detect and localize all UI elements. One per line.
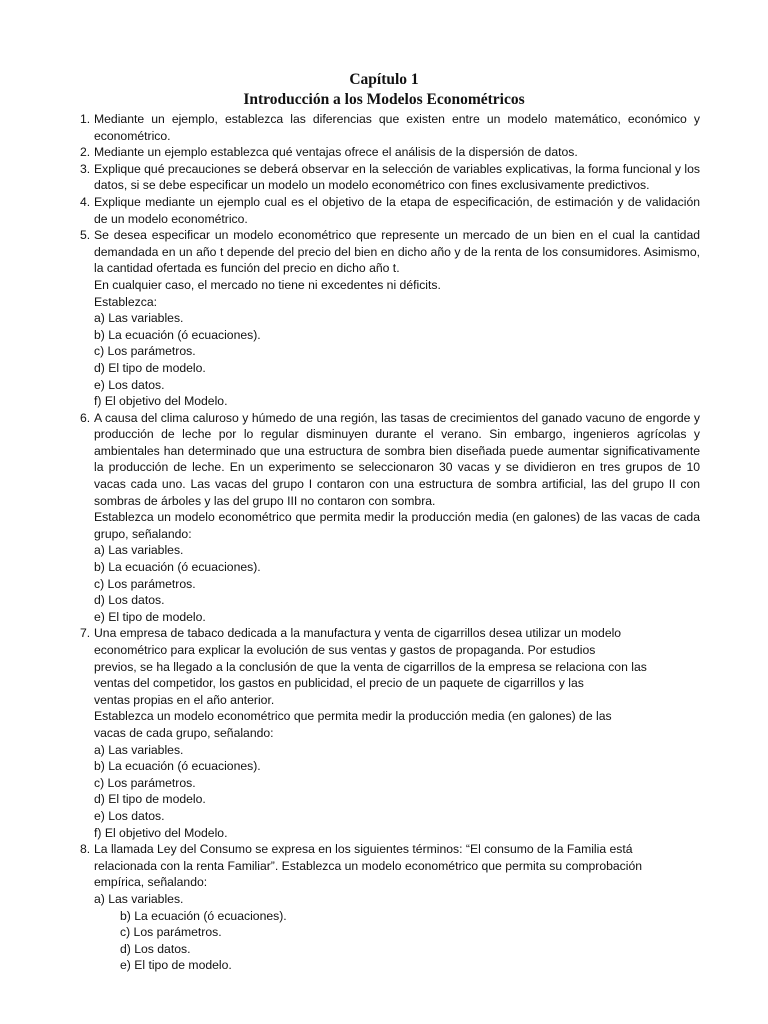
question-number: 1. — [80, 112, 91, 126]
sub-item: a) Las variables. — [94, 742, 184, 757]
sub-item: a) Las variables. — [94, 311, 184, 326]
question-number: 8. — [80, 842, 91, 857]
question-number: 4. — [80, 194, 91, 209]
question-5 — [80, 227, 700, 410]
question-line: Establezca un modelo econométrico que permita medir la producción media (en galones) de las — [94, 709, 612, 724]
sub-item: d) El tipo de modelo. — [94, 360, 206, 375]
sub-item: c) Los parámetros. — [94, 576, 196, 591]
sub-item: f) El objetivo del Modelo. — [94, 825, 228, 840]
question-line: ventas del competidor, los gastos en publicidad, el precio de un paquete de cigarrillos y las — [94, 676, 584, 691]
question-lead: Establezca: — [94, 294, 158, 309]
question-text: Explique qué precauciones se deberá observar en la selección de variables explicativas, la forma funcional y los datos, si se debe especificar un modelo un modelo econométrico con fines exclusivamente predictivos. — [94, 161, 700, 193]
question-line: La llamada Ley del Consumo se expresa en los siguientes términos: “El consumo de la Familia está — [94, 842, 633, 857]
question-line: empírica, señalando: — [94, 875, 208, 890]
question-number: 3. — [80, 161, 91, 176]
sub-item: c) Los parámetros. — [120, 925, 222, 940]
sub-item: f) El objetivo del Modelo. — [94, 394, 228, 409]
question-line: relacionada con la renta Familiar”. Establezca un modelo econométrico que permita su comprobación — [94, 858, 643, 873]
question-line: econométrico para explicar la evolución de sus ventas y gastos de propaganda. Por estudios — [94, 643, 596, 657]
question-text: Mediante un ejemplo, establezca las diferencias que existen entre un modelo matemático, económico y econométrico. — [94, 112, 700, 143]
sub-item: b) La ecuación (ó ecuaciones). — [94, 327, 261, 342]
question-4 — [80, 194, 700, 227]
sub-item: d) El tipo de modelo. — [94, 792, 206, 807]
question-6 — [80, 410, 700, 626]
chapter-label: Capítulo 1 — [349, 71, 419, 88]
question-text: A causa del clima caluroso y húmedo de una región, las tasas de crecimientos del ganado vacuno de engorde y producción de leche por lo regular disminuyen durante el verano. Sin embargo, ingenieros agrícolas y ambientales han determinado que una estructura de sombra bien diseñada puede aumentar significativamente la producción de leche. En un experimento se seleccionaron 30 vacas y se dividieron en tres grupos de 10 vacas cada uno. Las vacas del grupo I contaron con una estructura de sombra artificial, las del grupo II con sombras de árboles y las del grupo III no contaron con sombra. — [94, 410, 700, 508]
sub-item: a) Las variables. — [94, 891, 184, 906]
sub-item: b) La ecuación (ó ecuaciones). — [94, 759, 261, 774]
question-list — [80, 111, 700, 974]
question-number: 6. — [80, 410, 91, 425]
question-number: 7. — [80, 626, 91, 641]
sub-item: e) El tipo de modelo. — [94, 609, 206, 624]
question-line: ventas propias en el año anterior. — [94, 692, 275, 707]
sub-item: c) Los parámetros. — [94, 344, 196, 359]
sub-item: e) El tipo de modelo. — [120, 958, 232, 973]
question-3 — [80, 161, 700, 194]
question-8 — [80, 841, 700, 974]
question-number: 5. — [80, 228, 91, 243]
question-note: Establezca un modelo econométrico que permita medir la producción media (en galones) de las vacas de cada grupo, señalando: — [94, 510, 700, 541]
question-text: Mediante un ejemplo establezca qué ventajas ofrece el análisis de la dispersión de datos. — [94, 145, 578, 160]
question-line: vacas de cada grupo, señalando: — [94, 725, 274, 740]
sub-item: e) Los datos. — [94, 377, 165, 392]
question-number: 2. — [80, 145, 91, 160]
sub-item: b) La ecuación (ó ecuaciones). — [94, 560, 261, 575]
question-1 — [80, 111, 700, 144]
question-2 — [80, 144, 700, 161]
question-7 — [80, 625, 700, 841]
question-note: En cualquier caso, el mercado no tiene ni excedentes ni déficits. — [94, 277, 441, 292]
sub-item: a) Las variables. — [94, 543, 184, 558]
sub-item: c) Los parámetros. — [94, 775, 196, 790]
sub-item: e) Los datos. — [94, 808, 165, 823]
question-text: Explique mediante un ejemplo cual es el objetivo de la etapa de especificación, de estimación y de validación de un modelo econométrico. — [94, 194, 700, 226]
sub-item: b) La ecuación (ó ecuaciones). — [120, 908, 287, 923]
sub-item: d) Los datos. — [94, 593, 165, 608]
chapter-title: Introducción a los Modelos Econométricos — [243, 91, 525, 108]
question-line: previos, se ha llegado a la conclusión de que la venta de cigarrillos de la empresa se relaciona con las — [94, 659, 647, 674]
sub-item: d) Los datos. — [120, 941, 191, 956]
question-line: Una empresa de tabaco dedicada a la manufactura y venta de cigarrillos desea utilizar un modelo — [94, 626, 622, 641]
question-text: Se desea especificar un modelo econométrico que represente un mercado de un bien en el cual la cantidad demandada en un año t depende del precio del bien en dicho año y de la renta de los consumidores. Asimismo, la cantidad ofertada es función del precio en dicho año t. — [94, 228, 700, 276]
